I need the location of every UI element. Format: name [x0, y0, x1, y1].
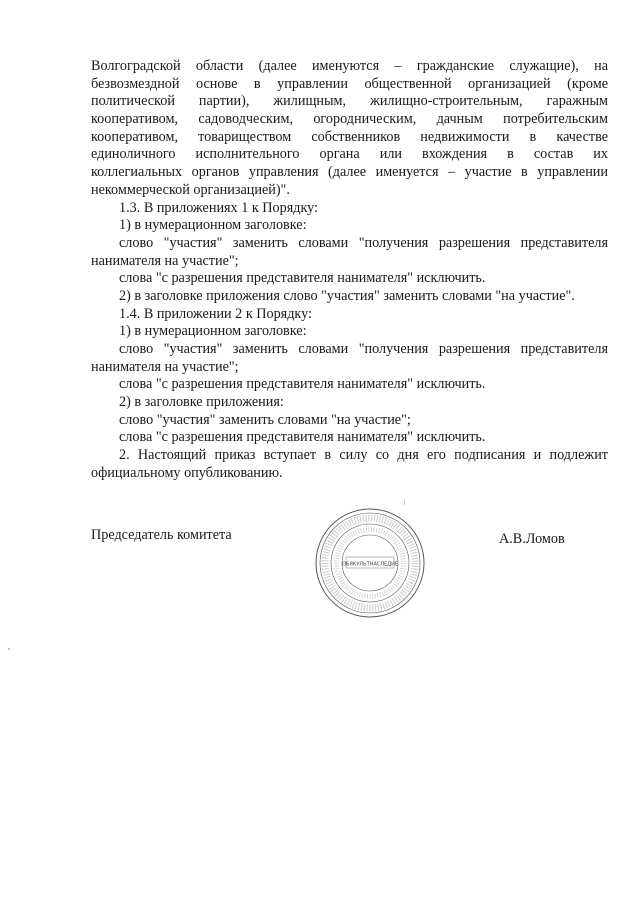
text-line: безвозмездной основе в управлении общественной организацией (кроме [91, 75, 608, 92]
text-line: 2) в заголовке приложения: [119, 394, 284, 411]
text-line: слово "участия" заменить словами "получения разрешения представителя [119, 234, 608, 251]
text-line: коллегиальных органов управления (далее именуется – участие в управлении [91, 164, 608, 181]
text-line: слова "с разрешения представителя нанимателя" исключить. [119, 270, 486, 287]
text-line: 1) в нумерационном заголовке: [119, 323, 307, 340]
scan-speck [8, 648, 10, 650]
text-line: слова "с разрешения представителя нанимателя" исключить. [119, 376, 486, 393]
seal-center-text: ОБЯКУЛЬТНАСЛЕДИЕ [341, 561, 399, 568]
text-line: некоммерческой организацией)". [91, 181, 290, 198]
signatory-title: Председатель комитета [91, 527, 232, 543]
text-line: Волгоградской области (далее именуются – гражданские служащие), на [91, 58, 608, 74]
text-line: единоличного исполнительного органа или вхождения в состав их [91, 146, 608, 163]
text-line: слова "с разрешения представителя нанимателя" исключить. [119, 429, 486, 446]
text-line: 2) в заголовке приложения слово "участия" заменить словами "на участие". [119, 287, 575, 304]
scan-mark [404, 499, 405, 505]
document-body [91, 58, 608, 483]
text-line: кооперативом, садоводческим, огородническим, дачным потребительским [91, 111, 608, 128]
text-line: 1.3. В приложениях 1 к Порядку: [119, 199, 318, 216]
text-line: 1.4. В приложении 2 к Порядку: [119, 305, 312, 322]
signatory-name: А.В.Ломов [499, 531, 565, 547]
text-line: официальному опубликованию. [91, 464, 283, 481]
text-line: 1) в нумерационном заголовке: [119, 217, 307, 234]
text-line: кооперативом, товариществом собственников недвижимости в качестве [91, 128, 608, 145]
text-line: слово "участия" заменить словами "на участие"; [119, 411, 411, 428]
text-line: политической партии), жилищным, жилищно-строительным, гаражным [91, 93, 608, 110]
text-line: слово "участия" заменить словами "получения разрешения представителя [119, 341, 608, 357]
text-line: нанимателя на участие"; [91, 358, 239, 375]
official-seal [304, 506, 436, 620]
text-line: нанимателя на участие"; [91, 252, 239, 269]
text-line: 2. Настоящий приказ вступает в силу со дня его подписания и подлежит [119, 447, 608, 464]
